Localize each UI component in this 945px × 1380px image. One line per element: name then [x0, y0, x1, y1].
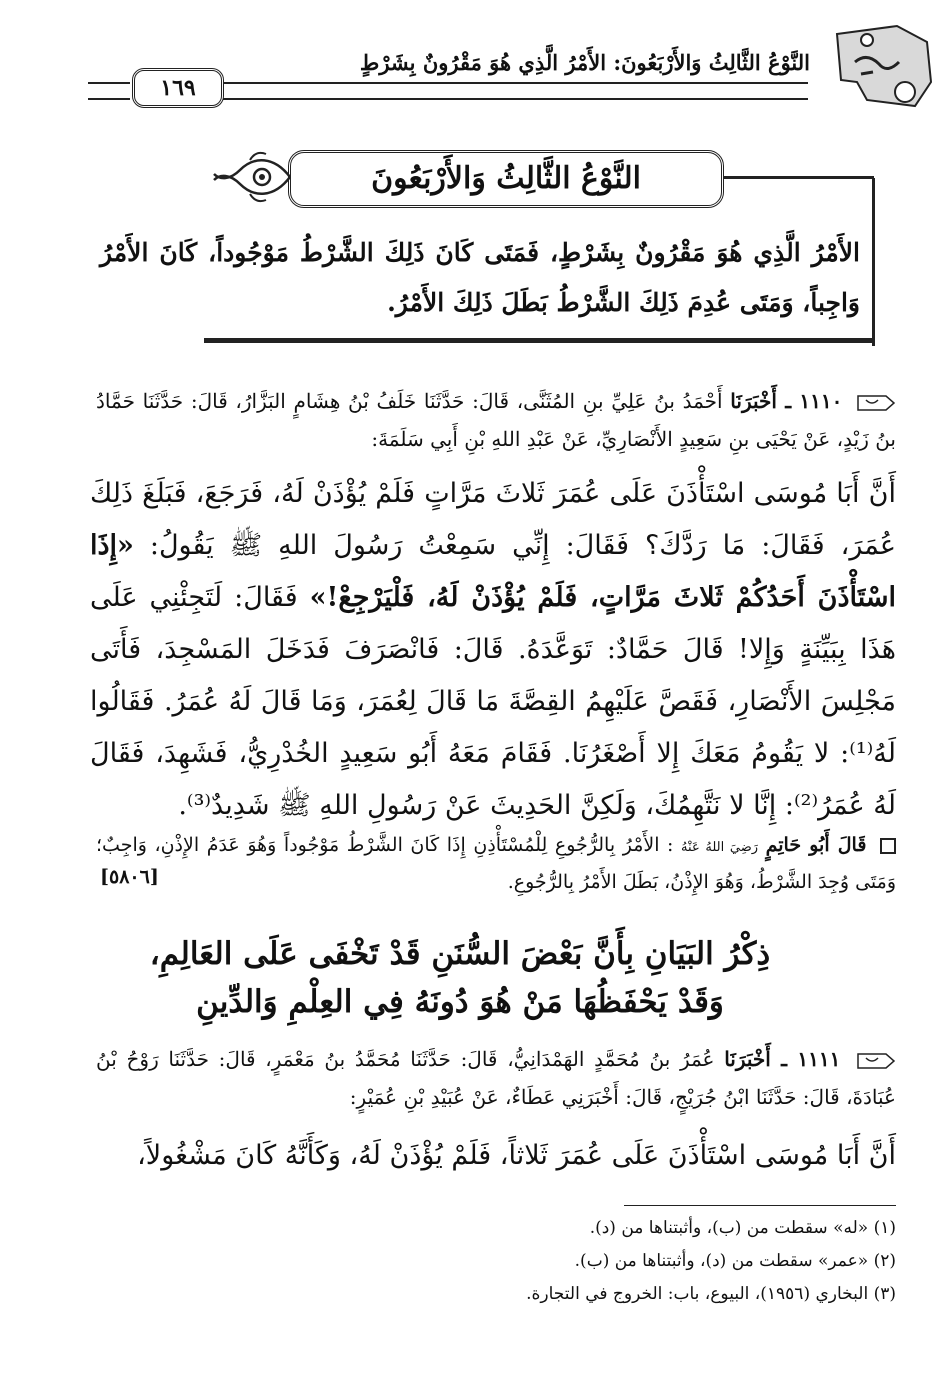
floral-ornament-icon — [210, 146, 294, 208]
puzzle-logo-icon — [827, 22, 937, 112]
footnote-3: (٣) البخاري (١٩٥٦)، البيوع، باب: الخروج في التجارة. — [526, 1284, 896, 1304]
section-heading-line-1: ذِكْرُ البَيَانِ بِأَنَّ بَعْضَ السُّنَنِ قَدْ تَخْفَى عَلَى العَالِمِ، — [149, 936, 771, 972]
comment-text: : الأَمْرُ بِالرُّجُوعِ لِلْمُسْتَأْذِنِ إِذَا كَانَ الشَّرْطُ مَوْجُوداً وَهُوَ عَدَمُ الإِذْنِ، وَاجِبٌ؛ وَمَتَى وُجِدَ الشَّرْطُ، وَهُوَ الإِذْنُ، بَطَلَ الأَمْرُ بِالرُّجُوعِ. — [96, 834, 896, 893]
chapter-frame-top — [718, 176, 874, 179]
hadith-1110-isnad — [96, 382, 896, 458]
abu-hatim-comment — [96, 828, 896, 899]
comment-honorific: رَضِيَ اللهُ عَنْهُ — [681, 840, 759, 855]
hadith-marker-icon — [856, 392, 896, 414]
running-title: النَّوْعُ الثَّالِثُ وَالأَرْبَعُونَ: الأَمْرُ الَّذِي هُوَ مَقْرُونٌ بِشَرْطٍ — [359, 50, 810, 75]
matn-after: فَقَالَ: لَتَجِئْنِي عَلَى هَذَا بِبَيِّنَةٍ وَإِلا! قَالَ حَمَّادٌ: تَوَعَّدَهُ. قَالَ: فَانْصَرَفَ فَدَخَلَ المَسْجِدَ، فَأَتَى مَجْلِسَ الأَنْصَارِ، فَقَصَّ عَلَيْهِمُ القِصَّةَ مَا قَالَ لِعُمَرَ، وَمَا قَالَ لَهُ عُمَرُ. فَقَالُوا لَهُ⁽¹⁾: لا يَقُومُ مَعَكَ إِلا أَصْغَرُنَا. فَقَامَ مَعَهُ أَبُو سَعِيدٍ الخُدْرِيُّ، فَشَهِدَ، فَقَالَ لَهُ عُمَرُ⁽²⁾: إِنَّا لا نَتَّهِمُكَ، وَلَكِنَّ الحَدِيثَ عَنْ رَسُولِ اللهِ ﷺ شَدِيدٌ⁽³⁾. — [90, 582, 896, 821]
chapter-title: النَّوْعُ الثَّالِثُ وَالأَرْبَعُونَ — [288, 150, 724, 208]
hadith-1111-isnad-text: عُمَرُ بنُ مُحَمَّدٍ الهَمْدَانِيُّ، قَالَ: حَدَّثَنَا مُحَمَّدُ بنُ مَعْمَرٍ، قَالَ: حَدَّثَنَا رَوْحُ بْنُ عُبَادَةَ، قَالَ: حَدَّثَنَا ابْنُ جُرَيْجٍ، قَالَ: أَخْبَرَنِي عَطَاءٌ، عَنْ عُبَيْدِ بْنِ عُمَيْرٍ: — [96, 1047, 896, 1109]
hadith-1111-isnad — [96, 1040, 896, 1116]
footnote-2: (٢) «عمر» سقطت من (د)، وأثبتناها من (ب). — [574, 1251, 896, 1271]
chapter-separator-rule — [204, 338, 872, 343]
footnote-1: (١) «له» سقطت من (ب)، وأثبتناها من (د). — [589, 1218, 896, 1238]
header-double-rule-left — [88, 82, 130, 100]
hadith-1110-isnad-text: أَحْمَدُ بنُ عَلِيِّ بنِ المُثَنَّى، قَالَ: حَدَّثَنَا خَلَفُ بْنُ هِشَامٍ البَزَّارُ، قَالَ: حَدَّثَنَا حَمَّادُ بنُ زَيْدٍ، عَنْ يَحْيَى بنِ سَعِيدٍ الأَنْصَارِيِّ، عَنْ عَبْدِ اللهِ بْنِ أَبِي سَلَمَةَ: — [96, 389, 896, 451]
footnotes — [300, 1212, 896, 1311]
page-number: ١٦٩ — [132, 68, 224, 108]
hadith-marker-icon — [856, 1050, 896, 1072]
section-heading-line-2: وَقَدْ يَحْفَظُهَا مَنْ هُوَ دُونَهُ فِي العِلْمِ وَالدِّينِ — [196, 984, 724, 1020]
reference-number: [٥٨٠٦] — [100, 866, 159, 888]
chapter-intro: الأَمْرُ الَّذِي هُوَ مَقْرُونٌ بِشَرْطٍ، فَمَتَى كَانَ ذَلِكَ الشَّرْطُ مَوْجُوداً، كَانَ الأَمْرُ وَاجِباً، وَمَتَى عُدِمَ ذَلِكَ الشَّرْطُ بَطَلَ ذَلِكَ الأَمْرُ. — [100, 238, 860, 317]
hadith-1110-number: ١١١٠ ـ أَخْبَرَنَا — [730, 389, 843, 413]
comment-speaker: قَالَ أَبُو حَاتِمٍ — [765, 834, 867, 856]
matn-before: أَنَّ أَبَا مُوسَى اسْتَأْذَنَ عَلَى عُمَرَ ثَلاثَ مَرَّاتٍ فَلَمْ يُؤْذَنْ لَهُ، فَرَجَعَ، فَبَلَغَ ذَلِكَ عُمَرَ، فَقَالَ: مَا رَدَّكَ؟ فَقَالَ: إِنِّي سَمِعْتُ رَسُولَ اللهِ ﷺ يَقُولُ: — [90, 478, 896, 561]
hadith-1110-matn — [90, 468, 896, 832]
hadith-1111-number: ١١١١ ـ أَخْبَرَنَا — [724, 1047, 841, 1071]
section-heading — [110, 930, 810, 1026]
header-double-rule-right — [222, 82, 808, 100]
prophetic-quote: «إِذَا اسْتَأْذَنَ أَحَدُكُمْ ثَلاثَ مَرَّاتٍ، فَلَمْ يُؤْذَنْ لَهُ، فَلْيَرْجِعْ!» — [90, 530, 896, 613]
footnote-rule — [624, 1205, 896, 1206]
square-bullet-icon — [880, 838, 896, 854]
chapter-frame-right — [872, 178, 875, 346]
hadith-1111-matn: أَنَّ أَبَا مُوسَى اسْتَأْذَنَ عَلَى عُمَرَ ثَلاثاً، فَلَمْ يُؤْذَنْ لَهُ، وَكَأَنَّهُ كَانَ مَشْغُولاً، — [137, 1140, 896, 1171]
